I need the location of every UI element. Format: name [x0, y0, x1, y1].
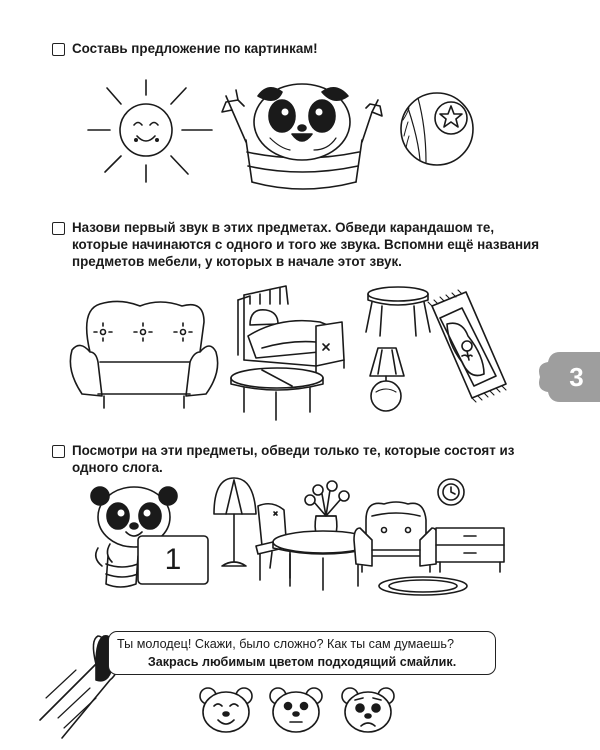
smiley-icon-sad[interactable] — [342, 688, 394, 732]
smiley-icon-happy[interactable] — [200, 688, 252, 732]
clock-icon[interactable] — [438, 479, 464, 505]
ball-icon[interactable] — [401, 93, 473, 165]
sofa-icon[interactable] — [354, 502, 438, 572]
sun-icon[interactable] — [88, 80, 212, 182]
task-2-text: Назови первый звук в этих предметах. Обведи карандашом те, которые начинаются с одного и того же звука. Вспомни ещё названия предметов мебели, у которых в начале этот звук. — [72, 220, 540, 269]
bubble-line-2: Закрась любимым цветом подходящий смайлик. — [147, 655, 457, 669]
hand-icon[interactable] — [40, 636, 117, 738]
card-number: 1 — [164, 543, 182, 576]
round-rug-icon[interactable] — [379, 577, 467, 595]
speech-bubble — [108, 631, 496, 675]
smiley-icon-neutral[interactable] — [270, 688, 322, 732]
table-lamp-icon[interactable] — [370, 348, 404, 411]
page-number: 3 — [569, 362, 584, 392]
stool-icon[interactable] — [366, 287, 430, 336]
page-tab — [541, 352, 600, 402]
bubble-line-1: Ты молодец! Скажи, было сложно? Как ты сам думаешь? — [117, 637, 454, 651]
bed-icon[interactable] — [238, 286, 344, 375]
task-1-text: Составь предложение по картинкам! — [72, 41, 318, 56]
dresser-icon[interactable] — [436, 528, 504, 572]
floor-lamp-icon[interactable] — [214, 478, 256, 566]
armchair-icon[interactable] — [70, 301, 217, 408]
coffee-table-icon[interactable] — [231, 368, 323, 420]
panda-icon[interactable] — [222, 84, 382, 189]
task-3-text: Посмотри на эти предметы, обведи только те, которые состоят из одного слога. — [72, 443, 515, 475]
rug-icon[interactable] — [428, 290, 506, 402]
